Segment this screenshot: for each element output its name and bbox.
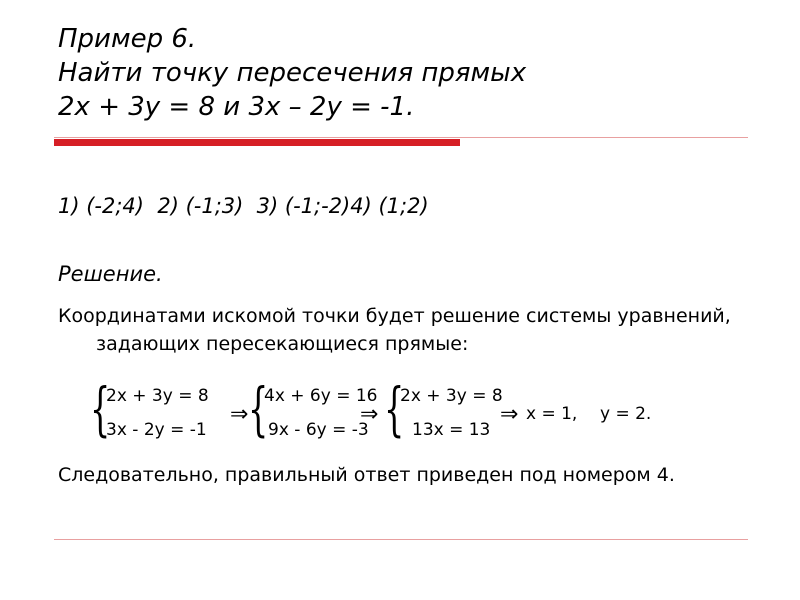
implies-arrow-icon: ⇒ xyxy=(500,402,519,427)
system-3 xyxy=(384,375,514,448)
brace-1: { xyxy=(90,375,111,443)
title-line-1: Пример 6. xyxy=(58,24,197,54)
brace-2: { xyxy=(248,375,269,443)
title-line-2: Найти точку пересечения прямых xyxy=(58,58,527,88)
title-divider-accent xyxy=(54,139,460,146)
implies-arrow-icon: ⇒ xyxy=(230,402,249,427)
implies-arrow-icon: ⇒ xyxy=(360,402,379,427)
slide-title xyxy=(58,22,526,124)
system-1-eq-1: 2x + 3y = 8 xyxy=(106,386,209,406)
system-3-eq-1: 2x + 3y = 8 xyxy=(400,386,503,406)
solution-intro: Координатами искомой точки будет решение системы уравнений, задающих пересекающиеся прямые: xyxy=(58,305,731,355)
solution-conclusion: Следовательно, правильный ответ приведен под номером 4. xyxy=(58,464,675,486)
result-x: x = 1, xyxy=(526,404,578,424)
title-divider-thin xyxy=(54,137,748,138)
system-2 xyxy=(248,375,378,448)
system-1 xyxy=(90,375,220,448)
system-3-eq-2: 13x = 13 xyxy=(412,420,491,440)
system-2-eq-2: 9x - 6y = -3 xyxy=(268,420,369,440)
result-y: y = 2. xyxy=(600,404,652,424)
system-1-eq-2: 3x - 2y = -1 xyxy=(106,420,207,440)
brace-3: { xyxy=(384,375,405,443)
answer-options: 1) (-2;4) 2) (-1;3) 3) (-1;-2)4) (1;2) xyxy=(58,194,429,218)
solution-heading: Решение. xyxy=(58,262,163,286)
system-2-eq-1: 4x + 6y = 16 xyxy=(264,386,378,406)
bottom-divider xyxy=(54,539,748,540)
equation-chain xyxy=(90,375,710,452)
title-line-3: 2x + 3y = 8 и 3x – 2y = -1. xyxy=(58,92,415,122)
